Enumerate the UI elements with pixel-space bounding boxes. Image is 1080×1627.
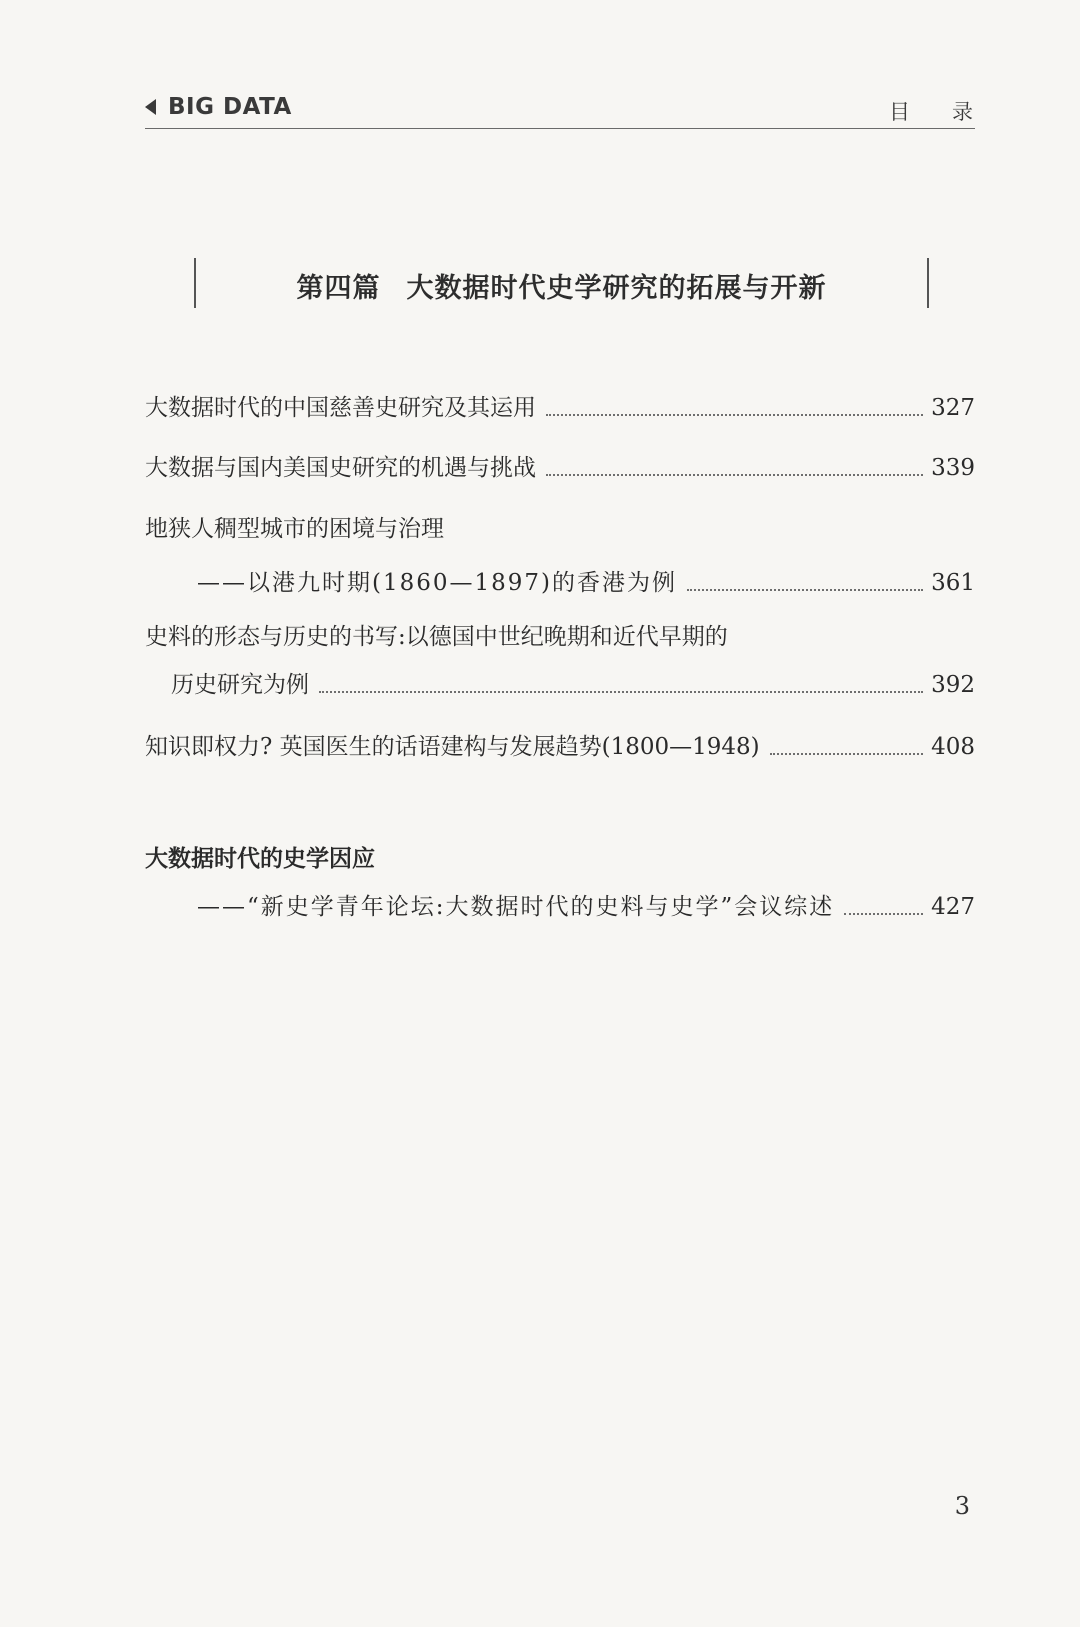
toc-entry-page: 327 bbox=[931, 395, 975, 421]
toc-entry-title: 知识即权力? 英国医生的话语建构与发展趋势(1800—1948) bbox=[145, 734, 760, 760]
part-number: 第四篇 bbox=[296, 273, 381, 304]
running-header-right: 目录 bbox=[889, 100, 1015, 124]
leader-dots bbox=[844, 913, 923, 915]
leader-dots bbox=[319, 691, 923, 693]
toc-summary-entry[interactable] bbox=[145, 838, 975, 922]
part-heading bbox=[194, 258, 929, 308]
heading-bar-right bbox=[927, 258, 929, 308]
leader-dots bbox=[546, 414, 923, 416]
toc-entry-subtitle: ——以港九时期(1860—1897)的香港为例 bbox=[197, 570, 678, 596]
toc-entry-title: 地狭人稠型城市的困境与治理 bbox=[145, 516, 444, 542]
toc-entry[interactable] bbox=[145, 387, 975, 423]
toc-entry[interactable] bbox=[145, 447, 975, 483]
part-title bbox=[194, 266, 929, 305]
summary-title: 大数据时代的史学因应 bbox=[145, 846, 375, 872]
toc-entry-title: 大数据与国内美国史研究的机遇与挑战 bbox=[145, 455, 536, 481]
running-header-left bbox=[145, 94, 292, 120]
leader-dots bbox=[546, 474, 923, 476]
series-label: BIG DATA bbox=[168, 94, 292, 120]
toc-entry-page: 408 bbox=[931, 734, 975, 760]
summary-subtitle: ——“新史学青年论坛:大数据时代的史料与史学”会议综述 bbox=[197, 894, 835, 920]
page-number: 3 bbox=[954, 1492, 970, 1520]
leader-dots bbox=[687, 589, 923, 591]
toc-entry-page: 392 bbox=[931, 672, 975, 698]
part-name: 大数据时代史学研究的拓展与开新 bbox=[406, 273, 827, 304]
leader-dots bbox=[770, 753, 923, 755]
toc-entry-title-continued: 历史研究为例 bbox=[171, 672, 309, 698]
toc-entry-page: 339 bbox=[931, 455, 975, 481]
toc-entry[interactable] bbox=[145, 726, 975, 762]
toc-entry[interactable] bbox=[145, 616, 975, 700]
toc-entry-page: 361 bbox=[931, 570, 975, 596]
toc-entry-title: 大数据时代的中国慈善史研究及其运用 bbox=[145, 395, 536, 421]
summary-page: 427 bbox=[931, 894, 975, 920]
triangle-left-icon bbox=[145, 99, 156, 115]
running-header bbox=[145, 92, 1015, 129]
toc-entry[interactable] bbox=[145, 508, 975, 598]
toc-entry-title: 史料的形态与历史的书写:以德国中世纪晚期和近代早期的 bbox=[145, 624, 728, 650]
